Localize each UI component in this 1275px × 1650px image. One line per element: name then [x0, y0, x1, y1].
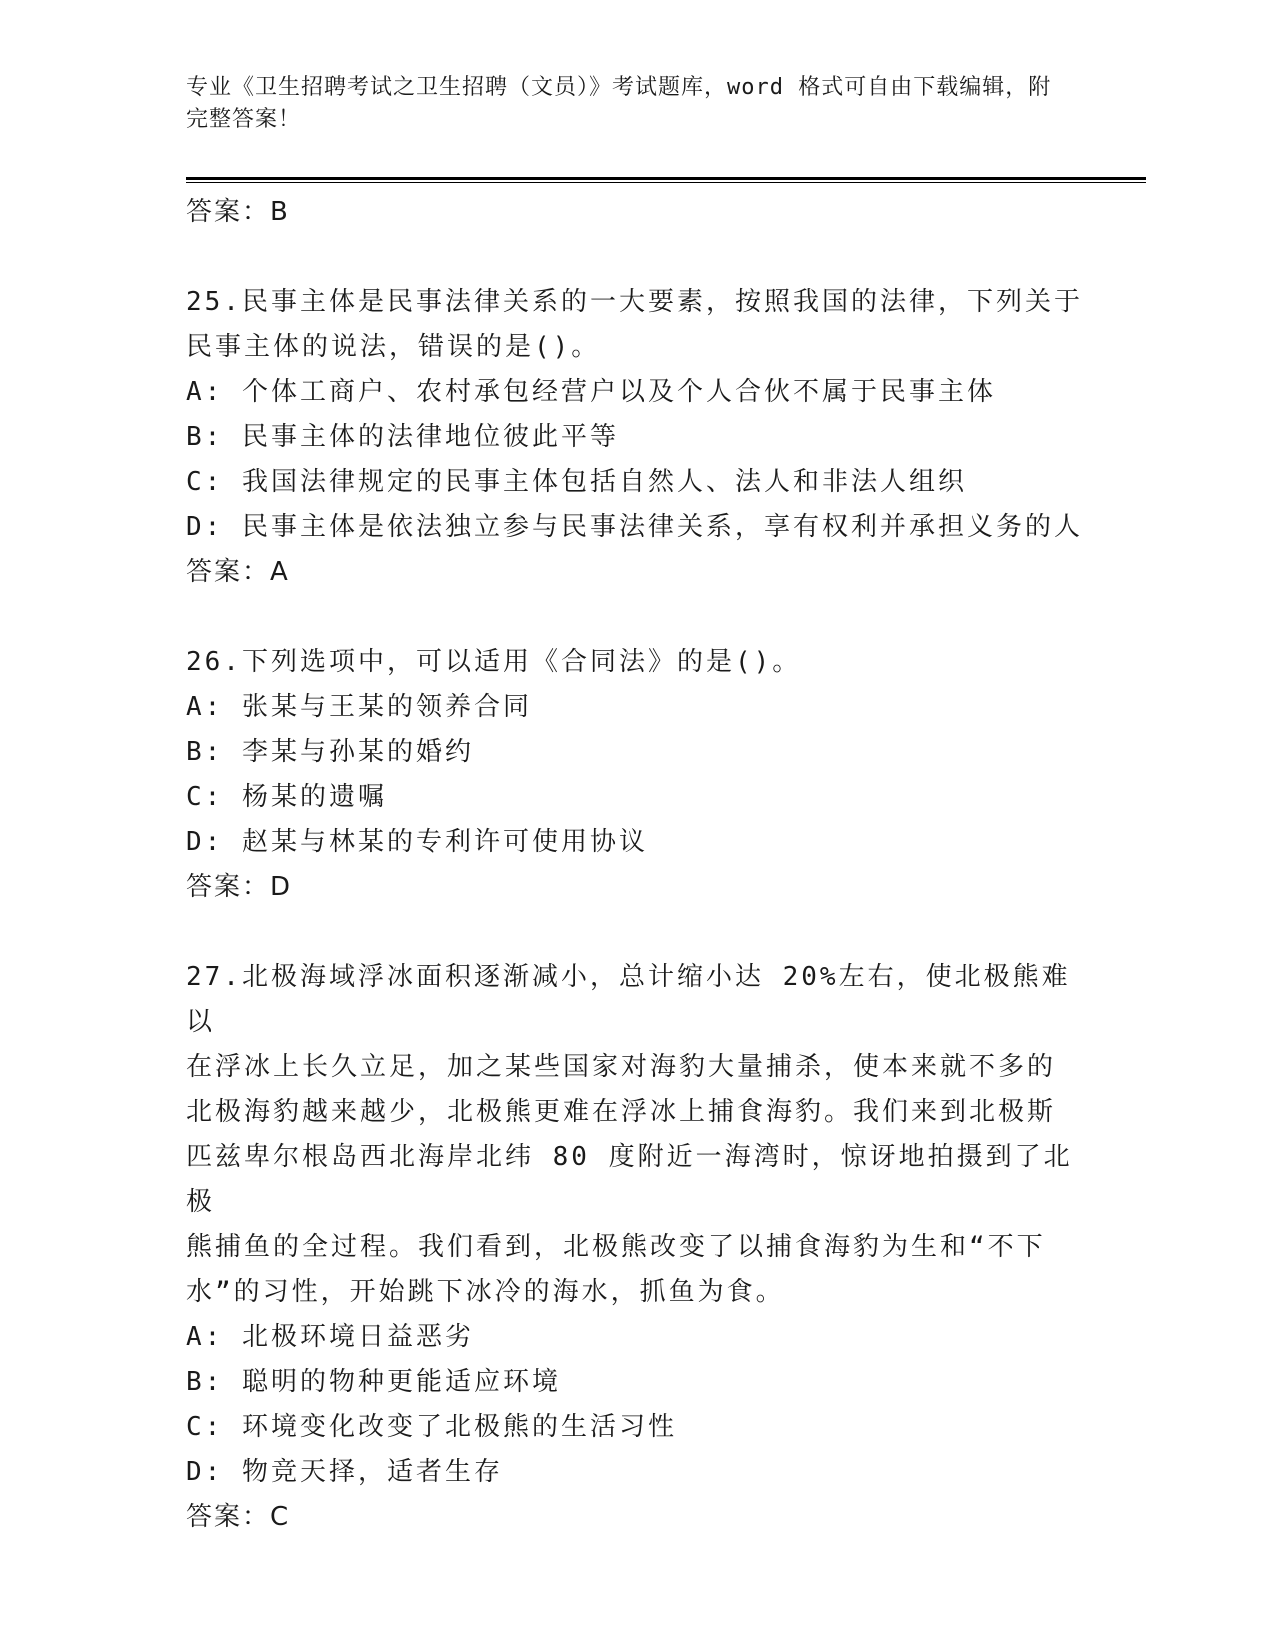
option-b: B: 李某与孙某的婚约	[186, 737, 474, 767]
option-c: C: 我国法律规定的民事主体包括自然人、法人和非法人组织	[186, 467, 967, 497]
answer-line: 答案：A	[186, 557, 290, 587]
question-stem-line: 27.北极海域浮冰面积逐渐减小，总计缩小达 20%左右，使北极熊难以	[186, 962, 1071, 1037]
option-d: D: 民事主体是依法独立参与民事法律关系，享有权利并承担义务的人	[186, 512, 1083, 542]
option-a: A: 张某与王某的领养合同	[186, 692, 532, 722]
header-divider-thin	[186, 182, 1146, 183]
option-c: C: 杨某的遗嘱	[186, 782, 387, 812]
option-b: B: 聪明的物种更能适应环境	[186, 1367, 561, 1397]
option-c: C: 环境变化改变了北极熊的生活习性	[186, 1412, 677, 1442]
answer-line: 答案：C	[186, 1502, 291, 1532]
option-a: A: 北极环境日益恶劣	[186, 1322, 474, 1352]
spacer	[186, 910, 1086, 955]
question-stem-line: 水”的习性，开始跳下冰冷的海水，抓鱼为食。	[186, 1277, 785, 1307]
header-divider-thick	[186, 177, 1146, 180]
question-stem-line: 北极海豹越来越少，北极熊更难在浮冰上捕食海豹。我们来到北极斯	[186, 1097, 1057, 1127]
question-stem-line: 匹兹卑尔根岛西北海岸北纬 80 度附近一海湾时，惊讶地拍摄到了北极	[186, 1142, 1073, 1217]
option-d: D: 物竞天择，适者生存	[186, 1457, 503, 1487]
option-a: A: 个体工商户、农村承包经营户以及个人合伙不属于民事主体	[186, 377, 996, 407]
answer-line: 答案：D	[186, 872, 293, 902]
question-block	[186, 280, 1086, 595]
question-block	[186, 955, 1086, 1540]
spacer	[186, 595, 1086, 640]
question-stem-line: 熊捕鱼的全过程。我们看到，北极熊改变了以捕食海豹为生和“不下	[186, 1232, 1046, 1262]
option-b: B: 民事主体的法律地位彼此平等	[186, 422, 619, 452]
answer-line: 答案：B	[186, 197, 290, 227]
question-stem-line: 26.下列选项中，可以适用《合同法》的是()。	[186, 647, 802, 677]
option-d: D: 赵某与林某的专利许可使用协议	[186, 827, 648, 857]
question-stem-line: 在浮冰上长久立足，加之某些国家对海豹大量捕杀，使本来就不多的	[186, 1052, 1057, 1082]
document-header: 专业《卫生招聘考试之卫生招聘（文员）》考试题库，word 格式可自由下载编辑，附完整答案！	[186, 75, 1052, 132]
question-list	[186, 190, 1086, 1540]
spacer	[186, 235, 1086, 280]
question-block	[186, 640, 1086, 910]
question-stem-line: 民事主体的说法，错误的是()。	[186, 332, 601, 362]
question-stem-line: 25.民事主体是民事法律关系的一大要素，按照我国的法律，下列关于	[186, 287, 1083, 317]
